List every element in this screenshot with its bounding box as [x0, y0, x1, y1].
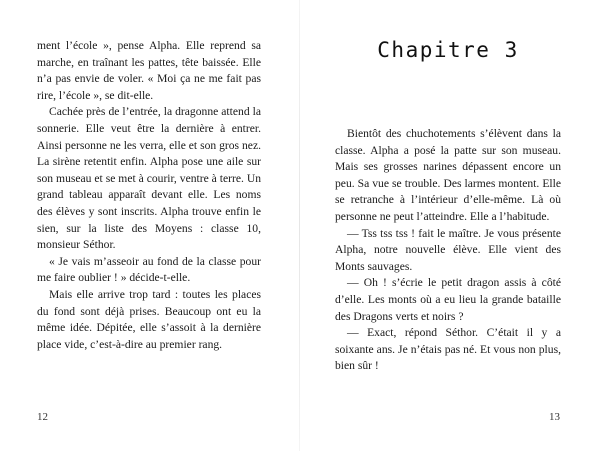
paragraph: Cachée près de l’entrée, la dragonne attend la sonnerie. Elle veut être la dernière à entrer. Ainsi personne ne les verra, elle et son gros nez. La sirène retentit enfin. Alpha pose une aile sur son museau et se met à courir, ventre à terre. Un grand tableau apparaît devant elle. Les noms des élèves y sont inscrits. Alpha trouve enfin le sien, sur la liste des Moyens : classe 10, monsieur Séthor.: [37, 105, 261, 252]
paragraph: « Je vais m’asseoir au fond de la classe pour me faire oublier ! » décide-t-elle.: [37, 254, 261, 285]
paragraph: — Tss tss tss ! fait le maître. Je vous présente Alpha, notre nouvelle élève. Elle vient des Monts sauvages.: [335, 226, 561, 273]
paragraph: — Oh ! s’écrie le petit dragon assis à côté d’elle. Les monts où a eu lieu la grande bataille des Dragons verts et noirs ?: [335, 276, 561, 323]
paragraph: Bientôt des chuchotements s’élèvent dans la classe. Alpha a posé la patte sur son museau. Mais ses grosses narines dépassent encore un peu. Sa vue se trouble. Des larmes montent. Elle se retranche à l’intérieur d’elle-même. Là où personne ne peut l’atteindre. Elle a l’habitude.: [335, 127, 561, 223]
page-number: 12: [37, 411, 48, 423]
right-page-text: [335, 126, 561, 375]
page-number: 13: [549, 411, 560, 423]
paragraph: — Exact, répond Séthor. C’était il y a soixante ans. Je n’étais pas né. Et vous non plus, bien sûr !: [335, 326, 561, 373]
chapter-title: Chapitre 3: [377, 38, 519, 62]
right-page: [300, 0, 600, 451]
paragraph: Mais elle arrive trop tard : toutes les places du fond sont déjà prises. Beaucoup ont eu la même idée. Dépitée, elle s’assoit à la dernière place vide, c’est-à-dire au premier rang.: [37, 287, 261, 351]
paragraph: ment l’école », pense Alpha. Elle reprend sa marche, en traînant les pattes, tête baissée. Elle n’a pas envie de voler. « Moi ça ne me fait pas rire, l’école », se dit-elle.: [37, 39, 261, 102]
left-page-text: [37, 38, 261, 353]
